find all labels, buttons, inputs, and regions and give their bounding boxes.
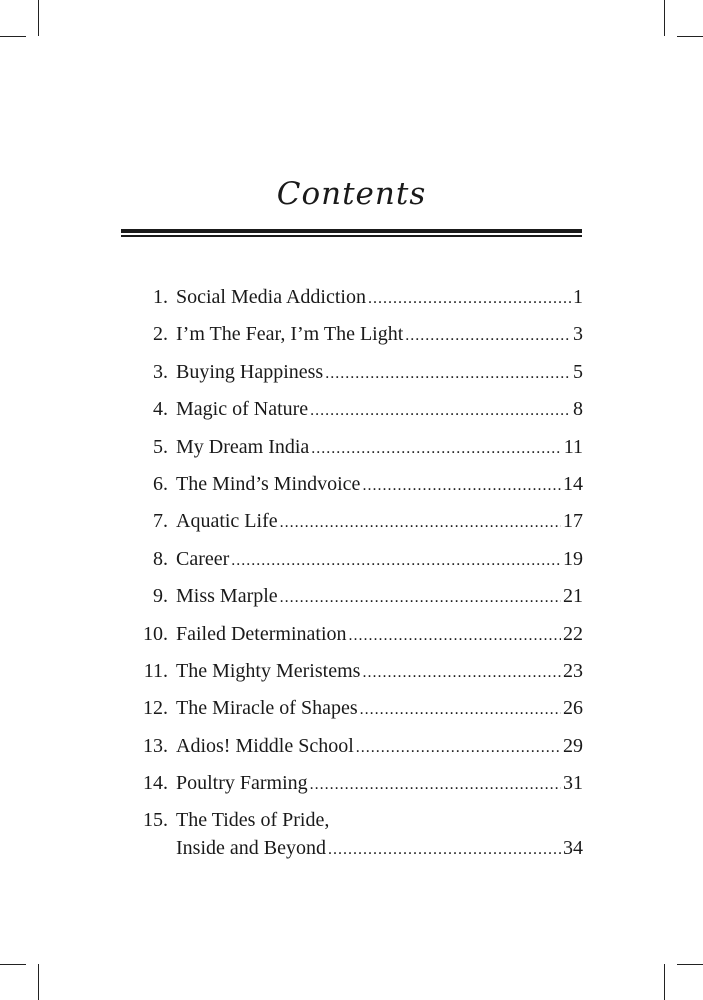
toc-entry[interactable] — [130, 507, 583, 544]
entry-number: 11. — [143, 659, 168, 682]
entry-page: 5 — [573, 360, 583, 383]
entry-title: I’m The Fear, I’m The Light — [176, 323, 404, 346]
dot-leader — [360, 696, 561, 724]
dot-leader — [405, 322, 571, 350]
entry-number: 7. — [153, 510, 168, 533]
page-title: Contents — [276, 176, 427, 212]
crop-mark-bottom-right — [664, 964, 665, 1000]
crop-mark-bottom-left-h — [0, 964, 26, 965]
entry-title: Miss Marple — [176, 585, 278, 608]
toc-entry[interactable] — [130, 620, 583, 657]
entry-page: 1 — [573, 286, 583, 308]
table-of-contents — [130, 283, 583, 866]
entry-page: 31 — [563, 772, 583, 795]
entry-title: Magic of Nature — [176, 398, 309, 421]
entry-title: The Tides of Pride, — [176, 809, 330, 832]
entry-number: 3. — [153, 360, 168, 383]
entry-page: 3 — [573, 323, 583, 346]
entry-number: 6. — [153, 472, 168, 495]
entry-title: Social Media Addiction — [176, 286, 366, 308]
entry-title: Buying Happiness — [176, 360, 324, 383]
crop-mark-bottom-left — [38, 964, 39, 1000]
toc-entry[interactable] — [130, 806, 583, 866]
crop-mark-top-left-h — [0, 36, 26, 37]
entry-title: The Mind’s Mindvoice — [176, 472, 361, 495]
entry-number: 8. — [153, 547, 168, 570]
crop-mark-bottom-right-h — [677, 964, 703, 965]
dot-leader — [349, 622, 561, 650]
dot-leader — [328, 836, 561, 864]
crop-mark-top-right-h — [677, 36, 703, 37]
dot-leader — [362, 659, 561, 687]
entry-page: 21 — [563, 585, 583, 608]
toc-entry[interactable] — [130, 657, 583, 694]
entry-number: 12. — [143, 697, 168, 720]
entry-page: 14 — [563, 472, 583, 495]
entry-title: Adios! Middle School — [176, 734, 354, 757]
dot-leader — [231, 547, 561, 575]
toc-entry[interactable] — [130, 395, 583, 432]
dot-leader — [280, 509, 561, 537]
entry-page: 8 — [573, 398, 583, 421]
entry-number: 5. — [153, 435, 168, 458]
toc-entry[interactable] — [130, 433, 583, 470]
dot-leader — [310, 771, 561, 799]
dot-leader — [362, 472, 561, 500]
entry-number: 2. — [153, 323, 168, 346]
entry-page: 17 — [563, 510, 583, 533]
toc-entry[interactable] — [130, 320, 583, 357]
toc-entry[interactable] — [130, 545, 583, 582]
toc-entry[interactable] — [130, 694, 583, 731]
dot-leader — [311, 435, 561, 463]
dot-leader — [325, 360, 571, 388]
entry-number: 13. — [143, 734, 168, 757]
entry-page: 22 — [563, 622, 583, 645]
toc-entry[interactable] — [130, 732, 583, 769]
entry-number: 10. — [143, 622, 168, 645]
entry-page: 34 — [563, 837, 583, 860]
entry-page: 26 — [563, 697, 583, 720]
entry-title: The Miracle of Shapes — [176, 697, 358, 720]
entry-number: 4. — [153, 398, 168, 421]
dot-leader — [368, 285, 571, 313]
dot-leader — [310, 397, 571, 425]
toc-entry[interactable] — [130, 769, 583, 806]
crop-mark-top-left — [38, 0, 39, 36]
entry-title-line2: Inside and Beyond — [176, 837, 326, 860]
title-rule-thick — [121, 229, 582, 233]
entry-title: Aquatic Life — [176, 510, 278, 533]
toc-entry[interactable] — [130, 358, 583, 395]
entry-title: The Mighty Meristems — [176, 659, 361, 682]
dot-leader — [280, 584, 561, 612]
entry-number: 1. — [153, 286, 168, 308]
entry-title: My Dream India — [176, 435, 310, 458]
toc-entry[interactable] — [130, 582, 583, 619]
toc-entry[interactable] — [130, 283, 583, 320]
entry-number: 15. — [143, 809, 168, 832]
entry-page: 23 — [563, 659, 583, 682]
entry-page: 11 — [563, 435, 583, 458]
entry-title: Career — [176, 547, 230, 570]
entry-title: Failed Determination — [176, 622, 347, 645]
crop-mark-top-right — [664, 0, 665, 36]
entry-title: Poultry Farming — [176, 772, 308, 795]
dot-leader — [356, 734, 561, 762]
entry-number: 9. — [153, 585, 168, 608]
entry-page: 19 — [563, 547, 583, 570]
entry-number: 14. — [143, 772, 168, 795]
toc-entry[interactable] — [130, 470, 583, 507]
entry-page: 29 — [563, 734, 583, 757]
title-rule-thin — [121, 235, 582, 237]
